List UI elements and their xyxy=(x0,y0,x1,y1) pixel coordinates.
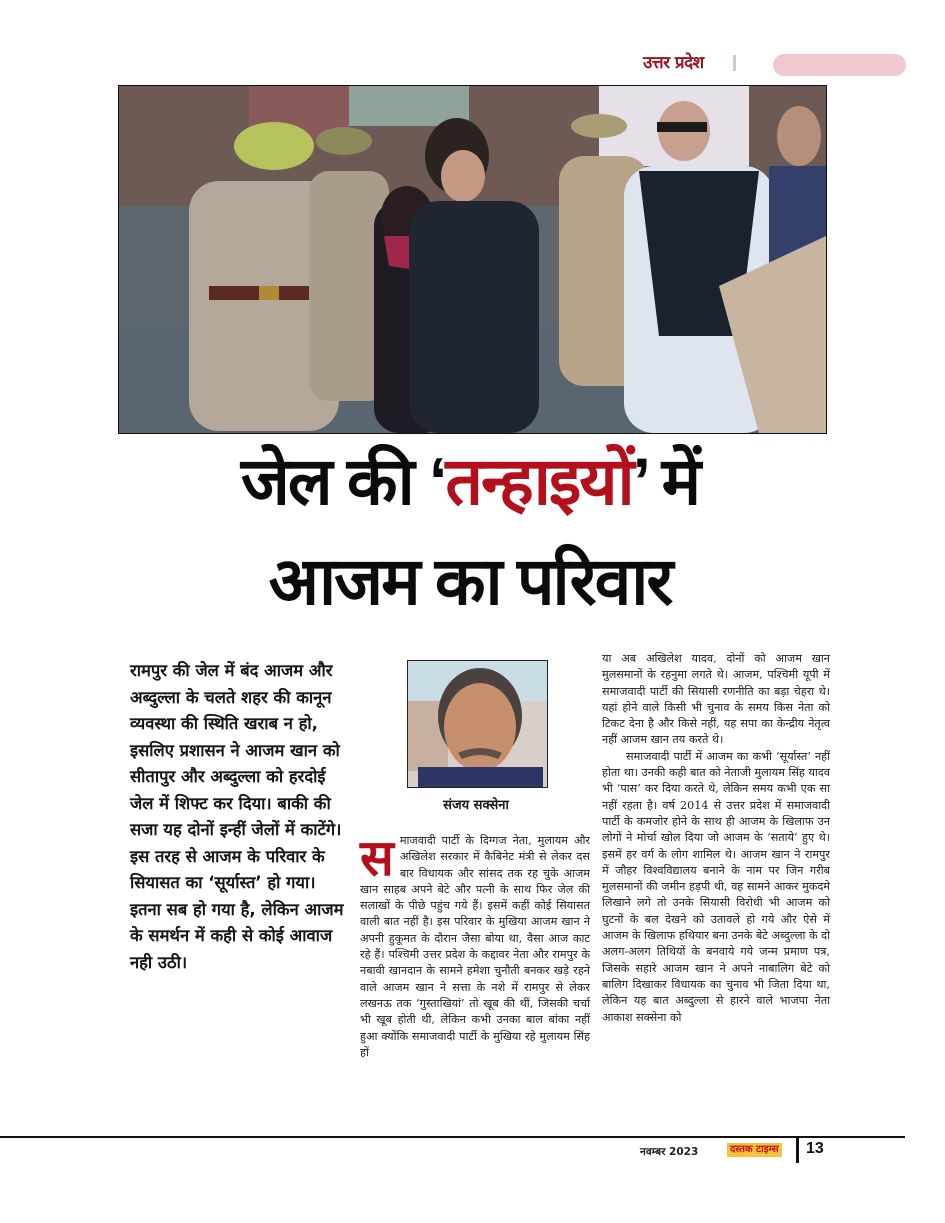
author-photo xyxy=(407,660,548,788)
news-photo-icon xyxy=(119,86,826,433)
headline-line-1 xyxy=(120,444,820,518)
lead-photo xyxy=(118,85,827,434)
article-paragraph: या अब अखिलेश यादव, दोनों को आजम खान मुलसमानों के रहनुमा लगते थे। आजम, पश्चिमी यूपी में समाजवादी पार्टी की सियासी रणनीति का बड़ा चेहरा थे। यहां होने वाले किसी भी चुनाव के समय किस नेता को टिकट देना है और किसे नहीं, यह सपा का केन्द्रीय नेतृत्व नहीं आजम खान तय करते थे। xyxy=(602,652,830,747)
author-name: संजय सक्सेना xyxy=(443,798,509,813)
article-paragraph: समाजवादी पार्टी में आजम का कभी ‘सूर्यास्त’ नहीं होता था। उनकी कही बात को नेताजी मुलायम सिंह यादव भी ‘पास’ कर दिया करते थे, लेकिन समय कभी एक सा नहीं रहता है। वर्ष 2014 से उत्तर प्रदेश में समाजवादी पार्टी के कमजोर होने के साथ ही आजम के खिलाफ उन लोगों ने मोर्चा खोल दिया जो आजम के ‘सताये’ हुए थे। इसमें हर वर्ग के लोग शामिल थे। आजम खान ने रामपुर में जौहर विश्वविद्यालय बनाने के नाम पर जिन गरीब मुलसमानों की जमीन हड़पी थी, वह सामने आकर मुकदमे लिखाने लगे तो उनके सियासी विरोधी भी आजम को घुटनों के बल देखने को उतावले हो गये और ऐसे में आजम के खिलाफ हथियार बना उनके बेटे अब्दुल्ला के दो अलग-अलग तिथियों के बनवाये गये जन्म प्रमाण पत्र, जिसके सहारे आजम खान ने अपने नाबालिग बेटे को बालिग दिखाकर विधायक का चुनाव भी जिता दिया था, लेकिन यह बात अब्दुल्ला से हारने वाले भाजपा नेता आकाश सक्सेना को xyxy=(602,749,830,1024)
page-number: 13 xyxy=(806,1140,824,1157)
drop-cap: स xyxy=(360,829,394,887)
issue-date: नवम्बर 2023 xyxy=(640,1146,699,1158)
headline-accent-word: तन्हाइयों xyxy=(445,444,633,518)
article-body-col2: माजवादी पार्टी के दिग्गज नेता, मुलायम और अखिलेश सरकार में कैबिनेट मंत्री से लेकर दस बार विधायक और सांसद तक रह चुके आजम खान साहब अपने बेटे और पत्नी के साथ फिर जेल की सलाखों के पीछे पहुंच गये हैं। इसमें कहीं कोई सियासत वाली बात नहीं है। इस परिवार के मुखिया आजम खान ने अपनी हुकूमत के दौरान जैसा बोया था, वैसा आज काट रहे हैं। पश्चिमी उत्तर प्रदेश के कद्दावर नेता और रामपुर के नबावी खानदान के सामने हमेशा चुनौती बनकर खड़े रहने वाले आजम खान ने सत्ता के नशे में रामपुर से लेकर लखनऊ तक ‘गुस्ताखियां’ तो खूब की थीं, जिसकी चर्चा भी खूब होती थी, लेकिन कभी उनका बाल बांका नहीं हुआ क्योंकि समाजवादी पार्टी के मुखिया रहे मुलायम सिंह हों xyxy=(360,834,590,1059)
section-divider xyxy=(733,55,736,71)
article-column-2 xyxy=(360,829,590,1061)
intro-standfirst: रामपुर की जेल में बंद आजम और अब्दुल्ला के चलते शहर की कानून व्यवस्था की स्थिति खराब न हो, इसलिए प्रशासन ने आजम खान को सीतापुर और अब्दुल्ला को हरदोई जेल में शिफ्ट कर दिया। बाकी की सजा यह दोनों इन्हीं जेलों में काटेंगे। इस तरह से आजम के परिवार के सियासत का ‘सूर्यास्त’ हो गया। इतना सब हो गया है, लेकिन आजम के समर्थन में कही से कोई आवाज नही उठी। xyxy=(130,661,344,972)
headline-prefix: जेल की ‘ xyxy=(240,444,446,518)
section-pill-decoration xyxy=(773,54,906,76)
footer-divider xyxy=(796,1137,799,1163)
article-column-3 xyxy=(602,651,830,1026)
footer-rule xyxy=(0,1136,905,1138)
magazine-logo: दस्तक टाइम्स xyxy=(727,1143,782,1157)
headline-line-2: आजम का परिवार xyxy=(268,544,672,618)
section-label: उत्तर प्रदेश xyxy=(643,53,704,73)
headline-suffix: ’ में xyxy=(632,444,700,518)
author-portrait-icon xyxy=(408,661,547,787)
